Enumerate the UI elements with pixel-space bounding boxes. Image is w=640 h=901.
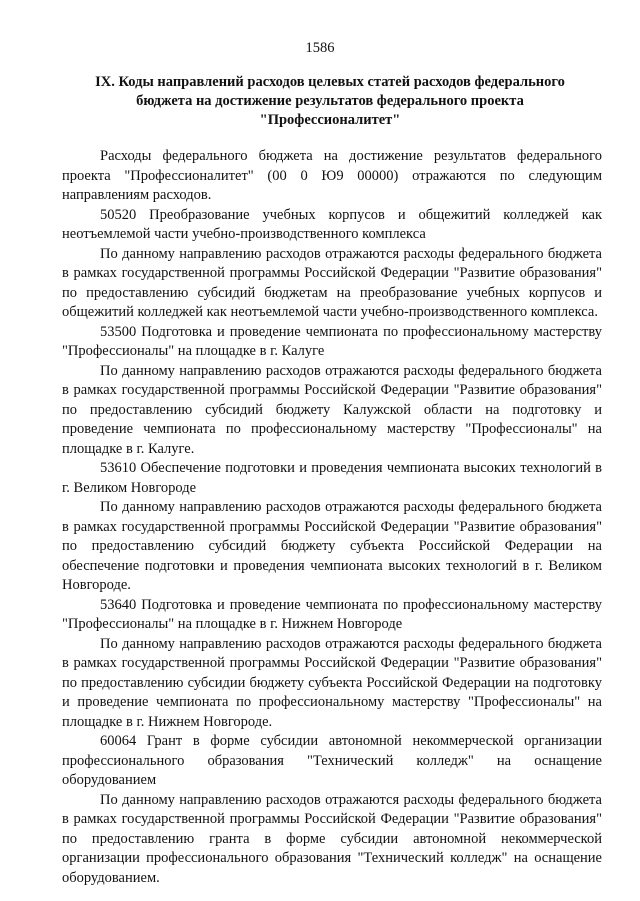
paragraph-code-53610: 53610 Обеспечение подготовки и проведения чемпионата высоких технологий в г. Великом Новгороде bbox=[62, 460, 602, 496]
section-heading-line-1: IX. Коды направлений расходов целевых статей расходов федерального bbox=[95, 74, 565, 90]
section-heading-line-2: бюджета на достижение результатов федерального проекта bbox=[136, 93, 524, 109]
paragraph-description-53610: По данному направлению расходов отражаются расходы федерального бюджета в рамках государственной программы Российской Федерации "Развитие образования" по предоставлению субсидий бюджету субъекта Российской Федерации на обеспечение подготовки и проведения чемпионата высоких технологий в г. Великом Новгороде. bbox=[62, 499, 602, 593]
section-heading bbox=[80, 73, 580, 130]
paragraph-code-60064: 60064 Грант в форме субсидии автономной некоммерческой организации профессионального образования "Технический колледж" на оснащение оборудованием bbox=[62, 733, 602, 788]
paragraph-code-53640: 53640 Подготовка и проведение чемпионата по профессиональному мастерству "Профессионалы" на площадке в г. Нижнем Новгороде bbox=[62, 596, 602, 632]
document-body bbox=[62, 147, 602, 888]
paragraph-code-53500: 53500 Подготовка и проведение чемпионата по профессиональному мастерству "Профессионалы" на площадке в г. Калуге bbox=[62, 323, 602, 359]
paragraph-intro: Расходы федерального бюджета на достижение результатов федерального проекта "Профессионалитет" (00 0 Ю9 00000) отражаются по следующим направлениям расходов. bbox=[62, 148, 602, 203]
paragraph-description-53640: По данному направлению расходов отражаются расходы федерального бюджета в рамках государственной программы Российской Федерации "Развитие образования" по предоставлению субсидии бюджету субъекта Российской Федерации на подготовку и проведение чемпионата по профессиональному мастерству "Профессионалы" на площадке в г. Нижнем Новгороде. bbox=[62, 635, 602, 730]
paragraph-description-53500: По данному направлению расходов отражаются расходы федерального бюджета в рамках государственной программы Российской Федерации "Развитие образования" по предоставлению субсидий бюджету Калужской области на подготовку и проведение чемпионата по профессиональному мастерству "Профессионалы" на площадке в г. Калуге. bbox=[62, 362, 602, 457]
paragraph-description-50520: По данному направлению расходов отражаются расходы федерального бюджета в рамках государственной программы Российской Федерации "Развитие образования" по предоставлению субсидий бюджетам на преобразование учебных корпусов и общежитий колледжей как неотъемлемой части учебно-производственного комплекса. bbox=[62, 245, 602, 320]
page-number: 1586 bbox=[305, 40, 335, 56]
paragraph-description-60064: По данному направлению расходов отражаются расходы федерального бюджета в рамках государственной программы Российской Федерации "Развитие образования" по предоставлению гранта в форме субсидии автономной некоммерческой организации профессионального образования "Технический колледж" на оснащение оборудованием. bbox=[62, 791, 602, 886]
section-heading-line-3: "Профессионалитет" bbox=[259, 112, 401, 128]
paragraph-code-50520: 50520 Преобразование учебных корпусов и общежитий колледжей как неотъемлемой части учебно-производственного комплекса bbox=[62, 206, 602, 242]
